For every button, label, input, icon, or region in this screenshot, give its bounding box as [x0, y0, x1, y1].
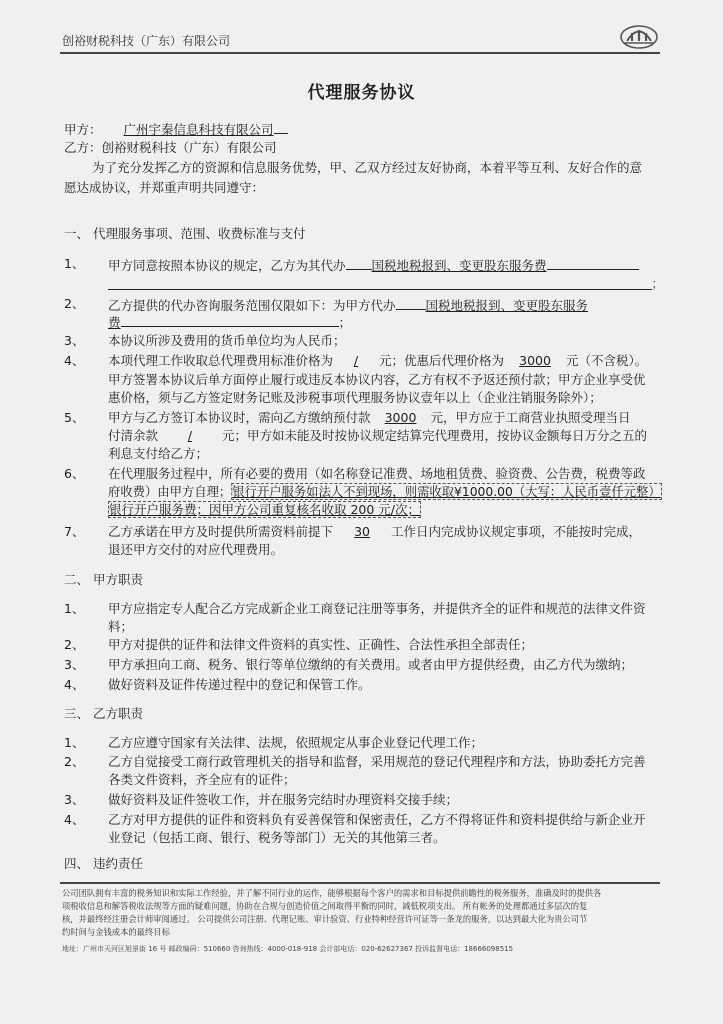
s1-item-3-number: 3、: [64, 333, 85, 348]
s3-item-1-line-1: 乙方应遵守国家有关法律、法规，依照规定从事企业登记代理工作；: [108, 735, 484, 750]
s3-item-4-line-1: 乙方对甲方提供的证件和资料负有妥善保管和保密责任，乙方不得将证件和资料提供给与新企业开: [108, 812, 646, 827]
s1-item-4-line-3: 惠价格，须与乙方签定财务记账及涉税事项代理服务协议壹年以上（企业注销服务除外）；: [108, 390, 602, 405]
footer-line-4: 约时间与金钱成本的最终目标: [62, 927, 170, 937]
s1-item-2-cont: [108, 313, 351, 331]
party-a-line: [64, 120, 288, 138]
s2-item-4-line-1: 做好资料及证件传递过程中的登记和保管工作。: [108, 677, 371, 692]
s2-item-3-number: 3、: [64, 657, 85, 672]
section-4-heading: 四、 违约责任: [64, 856, 143, 871]
s1-item-5-text-c: 元；甲方如未能及时按协议规定结算完代理费用，按协议金额每日万分之五的: [222, 428, 648, 443]
party-b-line: [64, 140, 277, 156]
company-logo-icon: [618, 24, 660, 50]
s1-item-6-line-2: [108, 484, 662, 500]
document-title: 代理服务协议: [307, 83, 416, 103]
s3-item-3-line-1: 做好资料及证件签收工作，并在服务完结时办理资料交接手续；: [108, 792, 459, 807]
s1-item-5-balance-label: 付清余款: [108, 428, 159, 443]
s3-item-4-number: 4、: [64, 812, 85, 827]
s1-item-2-text: 乙方提供的代办咨询服务范围仅限如下：为甲方代办: [108, 298, 396, 313]
header-divider: [60, 52, 660, 54]
footer-divider: [60, 882, 660, 884]
s2-item-4-number: 4、: [64, 677, 85, 692]
s1-item-1-service: 国税地税报到、变更股东服务费: [371, 258, 547, 273]
section-3-heading: 三、 乙方职责: [64, 706, 143, 721]
s1-item-6-line-3: [108, 502, 421, 518]
s1-item-4-text-b: 元；优惠后代理价格为: [379, 353, 505, 368]
s1-item-5-balance: /: [187, 428, 193, 443]
s1-item-4-text: 本项代理工作收取总代理费用标准价格为: [108, 353, 334, 368]
s1-item-5-text-b: 元，甲方应于工商营业执照受理当日: [430, 410, 631, 425]
section-2-heading: 二、 甲方职责: [64, 572, 143, 587]
intro-line-1: 为了充分发挥乙方的资源和信息服务优势，甲、乙双方经过友好协商，本着平等互利、友好合作的意: [92, 160, 643, 175]
s1-item-1-text: 甲方同意按照本协议的规定，乙方为其代办: [108, 258, 346, 273]
s1-item-6-text: 府收费）由甲方自理；: [108, 484, 232, 499]
s1-item-2: [108, 296, 588, 314]
s1-item-3-text: 本协议所涉及费用的货币单位均为人民币；: [108, 333, 346, 348]
party-b-name: 创裕财税科技（广东）有限公司: [101, 140, 277, 155]
s1-item-5-number: 5、: [64, 410, 85, 425]
s1-item-7-number: 7、: [64, 524, 85, 539]
s1-item-7-text-b: 工作日内完成协议规定事项，不能按时完成，: [391, 524, 642, 539]
s3-item-2-line-1: 乙方自觉接受工商行政管理机关的指导和监督，采用规范的登记代理程序和方法，协助委托方完善: [108, 754, 646, 769]
s2-item-2-line-1: 甲方对提供的证件和法律文件资料的真实性、正确性、合法性承担全部责任；: [108, 637, 534, 652]
s1-item-4-number: 4、: [64, 353, 85, 368]
footer-line-2: 项税收信息和解答税收法规等方面的疑难问题，协助在合规与创造价值之间取得平衡的同时，减低税项支出。 所有帐务的处理都通过多层次的复: [62, 901, 588, 911]
footer-contact: 地址：广州市天河区旭景街 16 号 邮政编码：510660 咨询热线：4000-018-918 会计部电话：020-62627367 投诉监督电话：18666098515: [62, 945, 514, 953]
s1-item-7: [108, 524, 641, 540]
s1-item-4: [108, 353, 647, 369]
s1-item-5-line-3: 利息支付给乙方；: [108, 446, 209, 461]
s1-item-4-line-2: 甲方签署本协议后单方面停止履行或违反本协议内容，乙方有权不予返还预付款；甲方企业享受优: [108, 372, 646, 387]
s2-item-1-number: 1、: [64, 601, 85, 616]
s1-item-4-text-c: 元（不含税）。: [566, 353, 648, 368]
s1-item-2-number: 2、: [64, 296, 85, 311]
s1-item-1-number: 1、: [64, 256, 85, 271]
s3-item-4-line-2: 业登记（包括工商、银行、税务等部门）无关的其他第三者。: [108, 830, 446, 845]
s3-item-2-number: 2、: [64, 754, 85, 769]
party-a-label: 甲方：: [64, 122, 102, 137]
s1-item-7-line-2: 退还甲方交付的对应代理费用。: [108, 542, 284, 557]
s1-item-6-name-fee: 银行开户服务费；因甲方公司重复核名收取 200 元/次；: [109, 502, 421, 517]
s1-item-5-text: 甲方与乙方签订本协议时，需向乙方缴纳预付款: [108, 410, 371, 425]
s3-item-2-line-2: 各类文件资料，齐全应有的证件；: [108, 772, 296, 787]
s2-item-3-line-1: 甲方承担向工商、税务、银行等单位缴纳的有关费用。或者由甲方提供经费，由乙方代为缴纳；: [108, 657, 634, 672]
s1-item-6-line-1: 在代理服务过程中，所有必要的费用（如名称登记准费、场地租赁费、验资费、公告费，税费等政: [108, 466, 646, 481]
s1-item-6-number: 6、: [64, 466, 85, 481]
s1-item-5-prepayment: 3000: [384, 410, 417, 425]
s2-item-2-number: 2、: [64, 637, 85, 652]
section-1-heading: 一、 代理服务事项、范围、收费标准与支付: [64, 226, 306, 241]
party-a-name: 广州宇秦信息科技有限公司: [123, 122, 274, 137]
s1-item-2-fee: 费: [108, 315, 121, 330]
s1-item-4-total-price: /: [353, 353, 359, 368]
s2-item-1-line-1: 甲方应指定专人配合乙方完成新企业工商登记注册等事务，并提供齐全的证件和规范的法律文件资: [108, 601, 646, 616]
s1-item-4-discount-price: 3000: [519, 353, 551, 368]
s1-item-6-bank-fee: 银行开户服务如法人不到现场，则需收取¥1000.00（大写：人民币壹仟元整）: [232, 484, 661, 499]
party-b-label: 乙方：: [64, 140, 102, 155]
footer-line-3: 核，并最终经注册会计师审阅通过。 公司提供公司注册、代理记账、审计验资、行业特种经营许可证等一条龙的服务，以达到最大化为贵公司节: [62, 914, 588, 924]
intro-line-2: 愿达成协议，并郑重声明共同遵守：: [64, 180, 265, 195]
s1-item-2-end: ；: [338, 315, 352, 330]
s1-item-1-end: ；: [652, 276, 662, 291]
s1-item-7-text: 乙方承诺在甲方及时提供所需资料前提下: [108, 524, 334, 539]
s1-item-1: [108, 256, 639, 274]
blank-line: [108, 289, 652, 290]
s1-item-5: [108, 410, 631, 426]
s3-item-3-number: 3、: [64, 792, 85, 807]
s1-item-5-line-2: [108, 428, 647, 444]
header-company-name: 创裕财税科技（广东）有限公司: [62, 34, 231, 48]
footer-line-1: 公司团队拥有丰富的税务知识和实际工作经验，并了解不同行业的运作，能够根据每个客户的需求和目标提供前瞻性的税务服务，准确及时的提供各: [62, 888, 602, 898]
s3-item-1-number: 1、: [64, 735, 85, 750]
s1-item-2-service: 国税地税报到、变更股东服务: [425, 298, 589, 313]
s1-item-7-days: 30: [354, 524, 370, 539]
s2-item-1-line-2: 料；: [108, 619, 134, 634]
